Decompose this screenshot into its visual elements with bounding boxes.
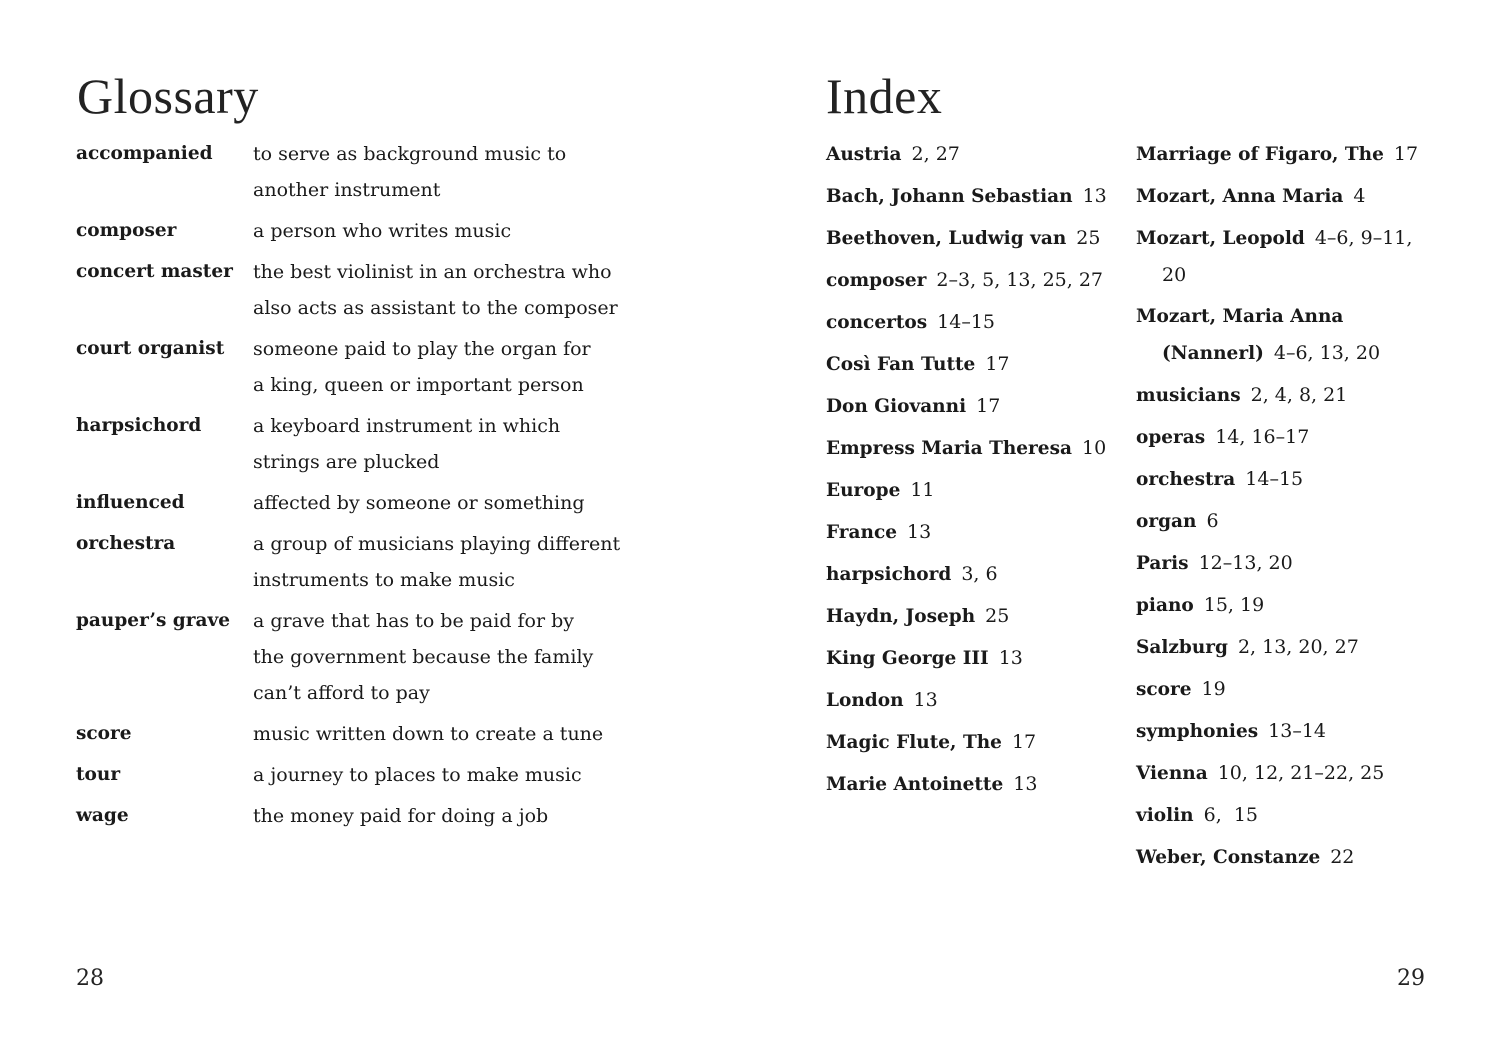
index-entry: [826, 472, 1111, 509]
index-page-refs: 12–13, 20: [1198, 552, 1293, 574]
index-term: Bach, Johann Sebastian: [826, 186, 1073, 207]
index-page-refs: 4–6, 9–11, 20: [1162, 227, 1419, 286]
glossary-entry: [76, 331, 716, 403]
glossary-term: harpsichord: [76, 415, 202, 436]
glossary-entry: [76, 716, 716, 752]
index-entry: [1136, 755, 1436, 792]
index-entry: [826, 136, 1111, 173]
glossary-entry: [76, 136, 716, 208]
glossary-definition: a person who writes music: [253, 220, 512, 242]
index-entry: [826, 640, 1111, 677]
glossary-entry: [76, 757, 716, 793]
index-entry: [1136, 220, 1436, 293]
index-page-refs: 14, 16–17: [1215, 426, 1310, 448]
glossary-term: accompanied: [76, 143, 213, 164]
index-page-refs: 10: [1081, 437, 1107, 459]
glossary-title: Glossary: [77, 68, 259, 124]
index-term: Mozart, Maria Anna (Nannerl): [1136, 306, 1344, 364]
glossary-term: orchestra: [76, 533, 176, 554]
index-page-refs: 3, 6: [961, 563, 998, 585]
glossary-definition: music written down to create a tune: [253, 723, 604, 745]
index-page-refs: 14–15: [937, 311, 995, 333]
index-term: composer: [826, 270, 927, 291]
glossary-term: concert master: [76, 261, 233, 282]
index-entry: [1136, 671, 1436, 708]
page-number-right: 29: [1397, 966, 1425, 991]
glossary-definition: a keyboard instrument in which strings are plucked: [253, 415, 561, 473]
index-entry: [1136, 545, 1436, 582]
index-page-refs: 10, 12, 21–22, 25: [1217, 762, 1385, 784]
index-term: concertos: [826, 312, 928, 333]
glossary-definition: affected by someone or something: [253, 492, 585, 514]
index-column-1: [826, 136, 1111, 808]
glossary-term: score: [76, 723, 132, 744]
index-title: Index: [826, 68, 943, 124]
index-page-refs: 13: [907, 521, 932, 543]
index-entry: [826, 556, 1111, 593]
glossary-definition: someone paid to play the organ for a king, queen or important person: [253, 338, 591, 396]
glossary-definition: a journey to places to make music: [253, 764, 582, 786]
index-term: score: [1136, 679, 1192, 700]
index-page-refs: 2, 4, 8, 21: [1250, 384, 1348, 406]
index-page-refs: 11: [910, 479, 935, 501]
index-entry: [826, 682, 1111, 719]
index-entry: [826, 514, 1111, 551]
index-entry: [826, 304, 1111, 341]
index-page-refs: 13: [1013, 773, 1038, 795]
index-term: operas: [1136, 427, 1206, 448]
index-page-refs: 19: [1201, 678, 1226, 700]
glossary-list: [76, 136, 716, 839]
index-term: musicians: [1136, 385, 1241, 406]
index-term: King George III: [826, 648, 989, 669]
index-term: Empress Maria Theresa: [826, 438, 1072, 459]
index-page-refs: 25: [985, 605, 1010, 627]
index-entry: [1136, 713, 1436, 750]
index-page-refs: 17: [985, 353, 1010, 375]
glossary-definition: the best violinist in an orchestra who also acts as assistant to the composer: [253, 261, 618, 319]
index-term: Beethoven, Ludwig van: [826, 228, 1067, 249]
index-page-refs: 2, 27: [911, 143, 960, 165]
index-term: orchestra: [1136, 469, 1236, 490]
index-entry: [1136, 419, 1436, 456]
index-term: piano: [1136, 595, 1194, 616]
index-page-refs: 15, 19: [1203, 594, 1265, 616]
index-term: Marie Antoinette: [826, 774, 1004, 795]
glossary-term: tour: [76, 764, 121, 785]
index-column-2: [1136, 136, 1436, 881]
index-term: Haydn, Joseph: [826, 606, 976, 627]
glossary-term: pauper’s grave: [76, 610, 230, 631]
index-term: Austria: [826, 144, 902, 165]
index-term: Magic Flute, The: [826, 732, 1002, 753]
index-entry: [1136, 629, 1436, 666]
index-entry: [826, 178, 1111, 215]
index-entry: [826, 388, 1111, 425]
index-page-refs: 13–14: [1268, 720, 1326, 742]
index-term: Così Fan Tutte: [826, 354, 976, 375]
index-entry: [1136, 839, 1436, 876]
glossary-definition: the money paid for doing a job: [253, 805, 549, 827]
index-page-refs: 2–3, 5, 13, 25, 27: [936, 269, 1104, 291]
glossary-term: influenced: [76, 492, 185, 513]
index-entry: [1136, 298, 1436, 372]
index-page-refs: 6, 15: [1203, 804, 1259, 826]
glossary-definition: a grave that has to be paid for by the government because the family can’t afford to pay: [253, 610, 594, 704]
glossary-term: wage: [76, 805, 129, 826]
index-entry: [826, 220, 1111, 257]
index-entry: [826, 346, 1111, 383]
index-page-refs: 4: [1353, 185, 1366, 207]
glossary-term: composer: [76, 220, 177, 241]
index-entry: [1136, 178, 1436, 215]
index-term: Mozart, Anna Maria: [1136, 186, 1344, 207]
index-entry: [826, 724, 1111, 761]
index-entry: [826, 262, 1111, 299]
index-page-refs: 4–6, 13, 20: [1273, 342, 1381, 364]
index-page-refs: 22: [1330, 846, 1355, 868]
index-entry: [1136, 503, 1436, 540]
index-entry: [826, 598, 1111, 635]
index-page-refs: 6: [1206, 510, 1219, 532]
glossary-entry: [76, 603, 716, 711]
index-entry: [1136, 136, 1436, 173]
index-entry: [1136, 461, 1436, 498]
index-entry: [1136, 797, 1436, 834]
index-page-refs: 17: [976, 395, 1001, 417]
index-page-refs: 13: [998, 647, 1023, 669]
index-term: London: [826, 690, 904, 711]
glossary-entry: [76, 213, 716, 249]
index-page-refs: 17: [1393, 143, 1419, 165]
index-page-refs: 25: [1076, 227, 1101, 249]
glossary-definition: a group of musicians playing different instruments to make music: [253, 533, 621, 591]
index-term: violin: [1136, 805, 1194, 826]
index-term: France: [826, 522, 898, 543]
glossary-entry: [76, 254, 716, 326]
index-term: Marriage of Figaro, The: [1136, 144, 1384, 165]
glossary-entry: [76, 485, 716, 521]
glossary-entry: [76, 408, 716, 480]
page-number-left: 28: [76, 966, 104, 991]
index-term: harpsichord: [826, 564, 952, 585]
index-entry: [1136, 377, 1436, 414]
glossary-entry: [76, 526, 716, 598]
index-term: symphonies: [1136, 721, 1259, 742]
index-page-refs: 13: [913, 689, 938, 711]
index-page-refs: 17: [1011, 731, 1037, 753]
index-entry: [826, 766, 1111, 803]
index-term: Paris: [1136, 553, 1189, 574]
index-term: Mozart, Leopold: [1136, 228, 1305, 249]
index-term: Europe: [826, 480, 901, 501]
index-term: Weber, Constanze: [1136, 847, 1321, 868]
glossary-entry: [76, 798, 716, 834]
index-page-refs: 2, 13, 20, 27: [1237, 636, 1359, 658]
index-page: [750, 0, 1500, 1064]
index-term: organ: [1136, 511, 1197, 532]
index-term: Salzburg: [1136, 637, 1228, 658]
index-term: Don Giovanni: [826, 396, 967, 417]
index-page-refs: 13: [1082, 185, 1107, 207]
index-entry: [1136, 587, 1436, 624]
index-page-refs: 14–15: [1245, 468, 1304, 490]
index-entry: [826, 430, 1111, 467]
glossary-definition: to serve as background music to another instrument: [253, 143, 567, 201]
glossary-term: court organist: [76, 338, 225, 359]
index-term: Vienna: [1136, 763, 1208, 784]
